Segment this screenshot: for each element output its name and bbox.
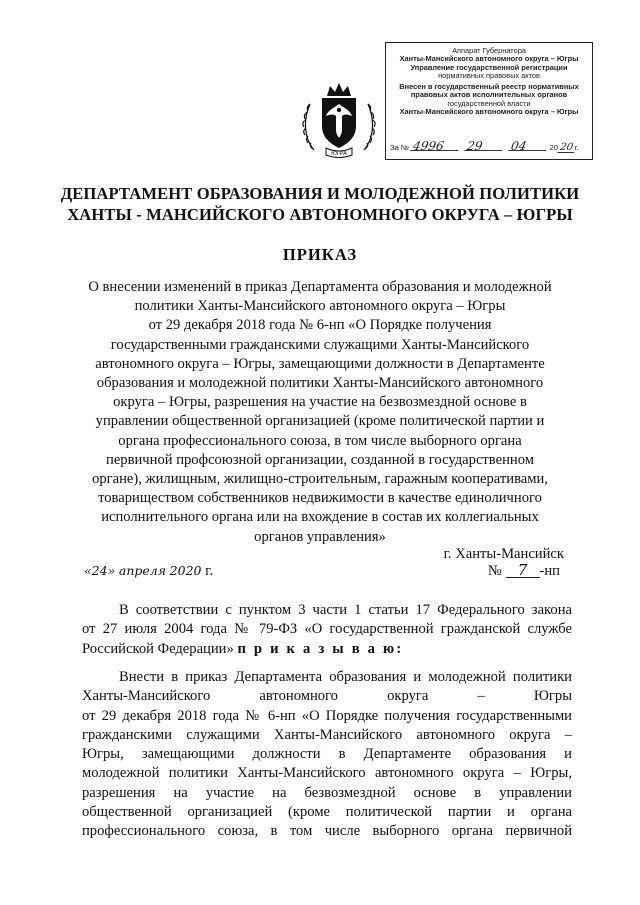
order-number-suffix: -нп xyxy=(539,563,560,579)
subject-line: органе), жилищным, жилищно-строительным, гаражным кооперативами, xyxy=(92,471,548,488)
subject-line: товариществом собственников недвижимости в качестве единоличного xyxy=(98,490,542,507)
subject-line: автономного округа – Югры, замещающими должности в Департаменте xyxy=(95,355,545,372)
subject-line: О внесении изменений в приказ Департамента образования и молодежной xyxy=(88,279,552,295)
date-close-quote: » xyxy=(107,563,116,578)
stamp-line: правовых актов исполнительных органов xyxy=(410,90,568,100)
paragraph-line: общественной организацией (кроме политической партии и органа xyxy=(82,804,572,821)
subject-line: округа – Югры, разрешения на участие на безвозмездной основе в xyxy=(113,394,527,411)
registration-stamp xyxy=(385,42,593,160)
department-line: ДЕПАРТАМЕНТ ОБРАЗОВАНИЯ И МОЛОДЕЖНОЙ ПОЛИТИКИ xyxy=(60,184,580,203)
subject-line: органов управления» xyxy=(254,528,386,545)
crest-label: ЮГРА xyxy=(331,151,347,157)
subject-line: государственными гражданскими служащими Ханты-Мансийского xyxy=(110,336,530,353)
paragraph-line xyxy=(82,640,572,659)
subject-line: управлении общественной организацией (кроме политической партии и xyxy=(95,413,545,430)
order-subject xyxy=(78,278,562,547)
order-verb: п р и к а з ы в а ю: xyxy=(237,640,404,657)
paragraph-line: профессионального союза, в том числе выборного органа первичной xyxy=(82,823,572,840)
order-body-paragraph xyxy=(82,668,572,842)
stamp-line: Аппарат Губернатора xyxy=(452,46,526,55)
paragraph-line: от 29 декабря 2018 года № 6-нп «О Порядке получения государственными xyxy=(82,707,572,724)
subject-line: исполнительного органа или на вхождение в состав их коллегиальных xyxy=(101,509,539,526)
order-number xyxy=(488,563,560,580)
order-number-prefix: № xyxy=(487,563,502,579)
date-open-quote: « xyxy=(84,563,92,578)
date-day: 24 xyxy=(91,563,108,578)
stamp-line: государственной власти xyxy=(447,98,531,108)
stamp-reg-year: 20 xyxy=(557,144,575,153)
paragraph-line: В соответствии с пунктом 3 части 1 статьи 17 Федерального закона xyxy=(119,602,572,618)
paragraph-line: разрешения на участие на безвозмездной основе в управлении xyxy=(82,784,572,801)
order-date xyxy=(84,563,213,580)
paragraph-line: от 27 июля 2004 года № 79-ФЗ «О государственной гражданской службе xyxy=(82,621,572,638)
stamp-reg-year-prefix: 20 xyxy=(549,142,559,152)
stamp-line: Внесен в государственный реестр нормативных xyxy=(399,82,579,92)
stamp-registration-line xyxy=(390,138,589,153)
subject-line: политики Ханты-Мансийского автономного округа – Югры xyxy=(134,298,506,315)
subject-line: образования и молодежной политики Ханты-Мансийского автономного xyxy=(96,375,544,392)
paragraph-line: Ханты-Мансийского автономного округа – Югры xyxy=(82,688,572,705)
stamp-line: Ханты-Мансийского автономного округа – Югры xyxy=(399,54,579,64)
place-of-issue: г. Ханты-Мансийск xyxy=(443,546,564,562)
department-heading xyxy=(30,183,610,225)
subject-line: первичной профсоюзной организации, созданной в государственном xyxy=(106,451,534,468)
department-line: ХАНТЫ - МАНСИЙСКОГО АВТОНОМНОГО ОКРУГА – ЮГРЫ xyxy=(67,205,573,224)
stamp-line: Ханты-Мансийского автономного округа – Югры xyxy=(399,107,579,117)
stamp-reg-prefix: За № xyxy=(390,142,410,152)
subject-line: от 29 декабря 2018 года № 6-нп «О Порядке получения xyxy=(148,317,492,334)
stamp-reg-month: 04 xyxy=(509,142,549,151)
paragraph-line: Внести в приказ Департамента образования и молодежной политики xyxy=(119,669,572,685)
subject-line: органа профессионального союза, в том числе выборного органа xyxy=(118,432,522,449)
paragraph-line: молодежной политики Ханты-Мансийского автономного округа – Югры, xyxy=(82,765,572,782)
stamp-line: нормативных правовых актов xyxy=(438,70,540,80)
coat-of-arms-emblem xyxy=(300,80,378,160)
date-suffix: г. xyxy=(205,563,214,579)
paragraph-line: гражданскими служащими Ханты-Мансийского автономного округа – xyxy=(82,726,572,743)
order-number-value: 7 xyxy=(506,563,540,578)
date-year: 2020 xyxy=(169,563,202,578)
stamp-reg-suffix: г. xyxy=(574,142,579,152)
date-month: апреля xyxy=(118,563,167,578)
stamp-line: Управление государственной регистрации xyxy=(410,62,568,72)
paragraph-line: Югры, замещающими должности в Департаменте образования и xyxy=(82,746,572,763)
paragraph-line-text: Российской Федерации» xyxy=(82,640,234,657)
preamble-paragraph xyxy=(82,601,572,659)
stamp-reg-number: 4996 xyxy=(410,142,460,151)
stamp-reg-day: 29 xyxy=(465,142,505,151)
order-title: ПРИКАЗ xyxy=(282,245,358,264)
